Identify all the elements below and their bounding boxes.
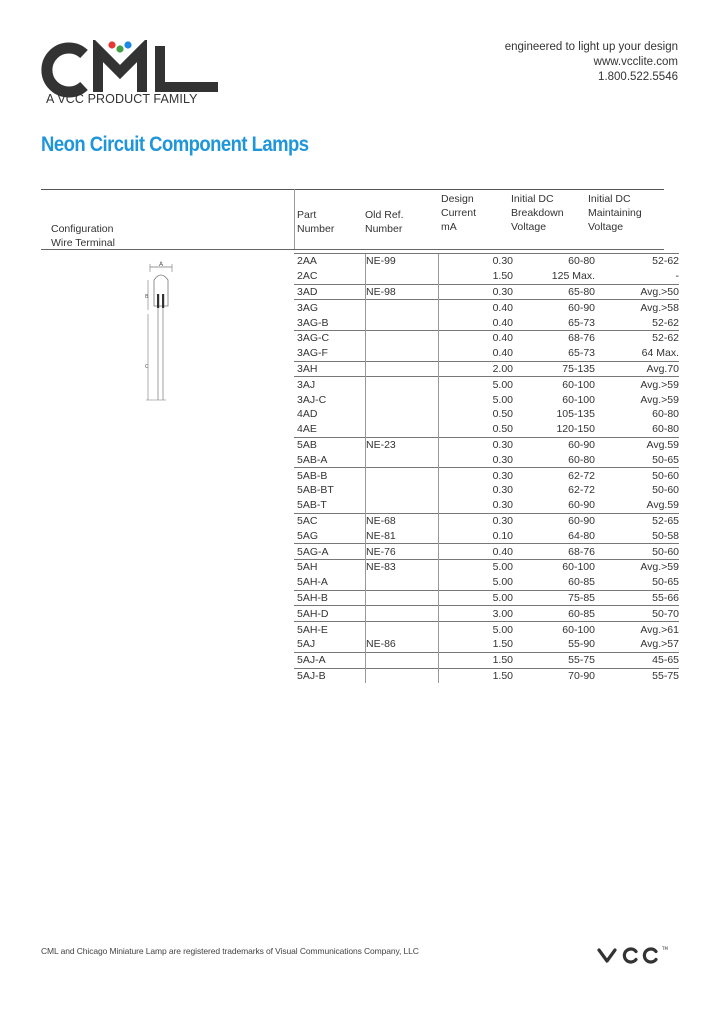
table-row: [294, 528, 679, 543]
table-row: [294, 254, 679, 269]
old-ref-cell: [366, 468, 439, 483]
old-ref-cell: [366, 668, 439, 683]
breakdown-header-line1: Initial DC: [511, 193, 554, 205]
maintaining-voltage-cell: 55-66: [607, 590, 679, 606]
design-current-cell: 2.00: [439, 361, 524, 377]
breakdown-voltage-cell: 60-80: [568, 453, 595, 466]
part-number-cell: 5AG: [297, 529, 319, 542]
breakdown-voltage-cell: 60-90: [523, 513, 607, 528]
dimension-b-label: B: [145, 294, 149, 300]
breakdown-voltage-cell: 60-90: [568, 499, 595, 512]
table-row: [294, 422, 679, 437]
maintaining-header-line3: Voltage: [588, 221, 624, 233]
table-row: [294, 483, 679, 498]
breakdown-header-line3: Voltage: [511, 221, 547, 233]
design-current-cell: 0.40: [439, 346, 524, 361]
header-divider: [294, 189, 295, 249]
current-header-line2: Current: [441, 207, 477, 219]
design-current-cell: 1.50: [439, 652, 524, 668]
logo-red-dot: [108, 41, 115, 48]
maintaining-voltage-cell: 60-80: [652, 423, 679, 436]
breakdown-voltage-cell: 75-85: [523, 590, 607, 606]
header-top-rule: [41, 189, 664, 190]
configuration-label: Configuration: [51, 223, 114, 235]
logo-blue-dot: [124, 41, 131, 48]
part-number-cell: 5AB-A: [297, 453, 328, 466]
design-current-cell: 0.10: [439, 528, 524, 543]
old-ref-cell: [366, 269, 439, 284]
table-row: [294, 315, 679, 330]
part-header-line1: Part: [297, 209, 317, 221]
old-ref-cell: [366, 498, 439, 513]
current-header-line1: Design: [441, 193, 474, 205]
maintaining-voltage-cell: 52-62: [607, 254, 679, 269]
breakdown-voltage-cell: 55-90: [568, 638, 595, 651]
maintaining-voltage-cell: Avg.>59: [607, 377, 679, 392]
website-link[interactable]: www.vcclite.com: [593, 56, 678, 68]
part-number-cell: 5AJ-A: [294, 652, 366, 668]
old-ref-cell: [366, 315, 439, 330]
design-current-cell: 5.00: [439, 575, 524, 590]
old-ref-cell: [366, 606, 439, 622]
breakdown-voltage-header: [511, 192, 564, 234]
old-ref-cell: [366, 652, 439, 668]
part-number-cell: 5AC: [294, 513, 366, 528]
part-number-cell: 5AH-A: [297, 576, 328, 589]
old-ref-header-line2: Number: [365, 223, 403, 235]
part-number-cell: 3AJ-C: [297, 393, 327, 406]
old-ref-header-line1: Old Ref.: [365, 209, 404, 221]
maintaining-voltage-cell: Avg.59: [607, 437, 679, 452]
part-number-cell: 5AB-BT: [297, 484, 334, 497]
table-row: [294, 330, 679, 345]
maintaining-voltage-cell: Avg.>59: [640, 393, 679, 406]
old-ref-cell: [366, 300, 439, 315]
part-number-cell: 2AC: [297, 270, 318, 283]
table-row: [294, 498, 679, 513]
breakdown-voltage-cell: 60-100: [523, 377, 607, 392]
old-ref-cell: [366, 590, 439, 606]
vcc-logo: [596, 944, 680, 966]
design-current-cell: 0.40: [439, 544, 524, 560]
old-ref-cell: [366, 452, 439, 467]
design-current-cell: 0.30: [439, 452, 524, 467]
design-current-cell: 5.00: [439, 559, 524, 574]
brand-subtitle: A VCC PRODUCT FAMILY: [46, 92, 198, 106]
design-current-cell: 0.30: [439, 284, 524, 300]
design-current-cell: 5.00: [439, 377, 524, 392]
part-number-cell: 3AG-C: [294, 330, 366, 345]
part-number-header: [297, 208, 334, 236]
breakdown-voltage-cell: 62-72: [568, 484, 595, 497]
maintaining-voltage-cell: Avg.59: [646, 499, 679, 512]
old-ref-header: [365, 208, 404, 236]
breakdown-voltage-cell: 60-85: [568, 576, 595, 589]
breakdown-voltage-cell: 65-73: [568, 347, 595, 360]
part-number-cell: 3AG-B: [297, 316, 329, 329]
maintaining-voltage-cell: 55-75: [607, 668, 679, 683]
cml-logo-mark: [40, 40, 220, 100]
breakdown-voltage-cell: 60-100: [523, 622, 607, 637]
design-current-cell: 0.30: [439, 437, 524, 452]
part-header-line2: Number: [297, 223, 335, 235]
design-current-cell: 3.00: [439, 606, 524, 622]
design-current-cell: 5.00: [439, 622, 524, 637]
table-row: [294, 468, 679, 483]
old-ref-cell: NE-98: [366, 284, 439, 300]
part-number-cell: 5AH-E: [294, 622, 366, 637]
old-ref-cell: [366, 575, 439, 590]
maintaining-voltage-cell: 50-60: [652, 484, 679, 497]
part-number-cell: 4AD: [297, 408, 318, 421]
part-number-cell: 3AJ: [294, 377, 366, 392]
maintaining-voltage-cell: 50-65: [652, 453, 679, 466]
part-number-cell: 5AH: [294, 559, 366, 574]
dimension-c-label: C: [145, 364, 149, 370]
maintaining-voltage-cell: 64 Max.: [641, 347, 679, 360]
table-row: [294, 392, 679, 407]
current-header-line3: mA: [441, 221, 457, 233]
breakdown-voltage-cell: 70-90: [523, 668, 607, 683]
breakdown-voltage-cell: 75-135: [523, 361, 607, 377]
old-ref-cell: [366, 377, 439, 392]
breakdown-voltage-cell: 60-100: [523, 559, 607, 574]
part-number-cell: 5AH-B: [294, 590, 366, 606]
table-row: [294, 559, 679, 574]
table-row: [294, 544, 679, 560]
design-current-cell: 0.50: [439, 422, 524, 437]
table-row: [294, 668, 679, 683]
part-number-cell: 5AJ: [297, 638, 316, 651]
table-row: [294, 407, 679, 422]
maintaining-voltage-cell: -: [675, 270, 679, 283]
old-ref-cell: [366, 330, 439, 345]
maintaining-header-line2: Maintaining: [588, 207, 642, 219]
part-number-cell: 4AE: [297, 423, 317, 436]
breakdown-voltage-cell: 125 Max.: [551, 270, 595, 283]
table-row: [294, 637, 679, 652]
design-current-cell: 0.30: [439, 483, 524, 498]
part-number-cell: 3AG: [294, 300, 366, 315]
maintaining-voltage-cell: Avg.>59: [607, 559, 679, 574]
table-row: [294, 575, 679, 590]
old-ref-cell: NE-83: [366, 559, 439, 574]
breakdown-voltage-cell: 60-90: [523, 300, 607, 315]
maintaining-voltage-cell: 50-70: [607, 606, 679, 622]
dimension-a-label: A: [158, 261, 164, 268]
old-ref-cell: NE-99: [366, 254, 439, 269]
breakdown-voltage-cell: 68-76: [523, 330, 607, 345]
maintaining-voltage-cell: 52-62: [607, 330, 679, 345]
part-number-cell: 5AB-T: [297, 499, 327, 512]
phone-number: 1.800.522.5546: [598, 71, 678, 83]
maintaining-voltage-cell: 50-60: [607, 544, 679, 560]
part-number-cell: 5AJ-B: [294, 668, 366, 683]
design-current-header: [441, 192, 476, 234]
part-number-cell: 3AH: [294, 361, 366, 377]
table-row: [294, 377, 679, 392]
breakdown-voltage-cell: 60-80: [523, 254, 607, 269]
logo-green-dot: [116, 45, 123, 52]
trademark-note: CML and Chicago Miniature Lamp are registered trademarks of Visual Communications Company, LLC: [41, 946, 419, 956]
maintaining-voltage-cell: Avg.>57: [640, 638, 679, 651]
tagline-slogan: engineered to light up your design: [504, 41, 678, 53]
table-row: [294, 437, 679, 452]
breakdown-voltage-cell: 65-80: [523, 284, 607, 300]
table-row: [294, 606, 679, 622]
breakdown-voltage-cell: 60-90: [523, 437, 607, 452]
maintaining-voltage-cell: 50-58: [652, 529, 679, 542]
design-current-cell: 0.40: [439, 330, 524, 345]
maintaining-voltage-cell: 50-65: [652, 576, 679, 589]
part-number-cell: 3AG-F: [297, 347, 328, 360]
design-current-cell: 0.30: [439, 254, 524, 269]
table-row: [294, 284, 679, 300]
table-row: [294, 513, 679, 528]
design-current-cell: 5.00: [439, 392, 524, 407]
maintaining-voltage-cell: Avg.>58: [607, 300, 679, 315]
breakdown-voltage-cell: 64-80: [568, 529, 595, 542]
configuration-header: [51, 222, 115, 250]
maintaining-voltage-cell: 45-65: [607, 652, 679, 668]
part-number-cell: 5AB-B: [294, 468, 366, 483]
old-ref-cell: [366, 346, 439, 361]
old-ref-cell: NE-23: [366, 437, 439, 452]
old-ref-cell: [366, 361, 439, 377]
maintaining-voltage-cell: 52-65: [607, 513, 679, 528]
maintaining-voltage-cell: Avg.>61: [607, 622, 679, 637]
design-current-cell: 0.30: [439, 468, 524, 483]
design-current-cell: 0.40: [439, 300, 524, 315]
breakdown-voltage-cell: 65-73: [568, 316, 595, 329]
part-number-cell: 5AB: [294, 437, 366, 452]
table-row: [294, 452, 679, 467]
breakdown-voltage-cell: 120-150: [556, 423, 595, 436]
page-title: Neon Circuit Component Lamps: [41, 133, 309, 156]
old-ref-cell: [366, 422, 439, 437]
design-current-cell: 5.00: [439, 590, 524, 606]
breakdown-header-line2: Breakdown: [511, 207, 564, 219]
design-current-cell: 0.30: [439, 498, 524, 513]
maintaining-voltage-cell: Avg.70: [607, 361, 679, 377]
maintaining-voltage-cell: 52-62: [652, 316, 679, 329]
part-number-cell: 5AH-D: [294, 606, 366, 622]
breakdown-voltage-cell: 60-85: [523, 606, 607, 622]
design-current-cell: 1.50: [439, 668, 524, 683]
wire-terminal-label: Wire Terminal: [51, 237, 115, 249]
vcc-trademark: TM: [662, 946, 668, 951]
breakdown-voltage-cell: 105-135: [556, 408, 595, 421]
breakdown-voltage-cell: 62-72: [523, 468, 607, 483]
old-ref-cell: [366, 407, 439, 422]
design-current-cell: 0.30: [439, 513, 524, 528]
old-ref-cell: [366, 392, 439, 407]
design-current-cell: 1.50: [439, 637, 524, 652]
maintaining-header-line1: Initial DC: [588, 193, 631, 205]
breakdown-voltage-cell: 68-76: [523, 544, 607, 560]
part-number-cell: 3AD: [294, 284, 366, 300]
design-current-cell: 0.50: [439, 407, 524, 422]
maintaining-voltage-cell: 60-80: [652, 408, 679, 421]
design-current-cell: 0.40: [439, 315, 524, 330]
old-ref-cell: NE-86: [366, 637, 439, 652]
breakdown-voltage-cell: 55-75: [523, 652, 607, 668]
table-row: [294, 622, 679, 637]
maintaining-voltage-header: [588, 192, 642, 234]
breakdown-voltage-cell: 60-100: [562, 393, 595, 406]
old-ref-cell: [366, 622, 439, 637]
old-ref-cell: NE-68: [366, 513, 439, 528]
maintaining-voltage-cell: 50-60: [607, 468, 679, 483]
part-number-cell: 5AG-A: [294, 544, 366, 560]
table-row: [294, 269, 679, 284]
table-row: [294, 300, 679, 315]
table-row: [294, 652, 679, 668]
maintaining-voltage-cell: Avg.>50: [607, 284, 679, 300]
table-row: [294, 361, 679, 377]
contact-block: [505, 40, 678, 85]
wire-terminal-lamp-diagram: [136, 258, 186, 408]
table-row: [294, 346, 679, 361]
header-bottom-rule: [41, 249, 664, 250]
old-ref-cell: NE-81: [366, 528, 439, 543]
lamp-spec-table: [294, 253, 679, 683]
old-ref-cell: NE-76: [366, 544, 439, 560]
old-ref-cell: [366, 483, 439, 498]
part-number-cell: 2AA: [294, 254, 366, 269]
design-current-cell: 1.50: [439, 269, 524, 284]
table-row: [294, 590, 679, 606]
